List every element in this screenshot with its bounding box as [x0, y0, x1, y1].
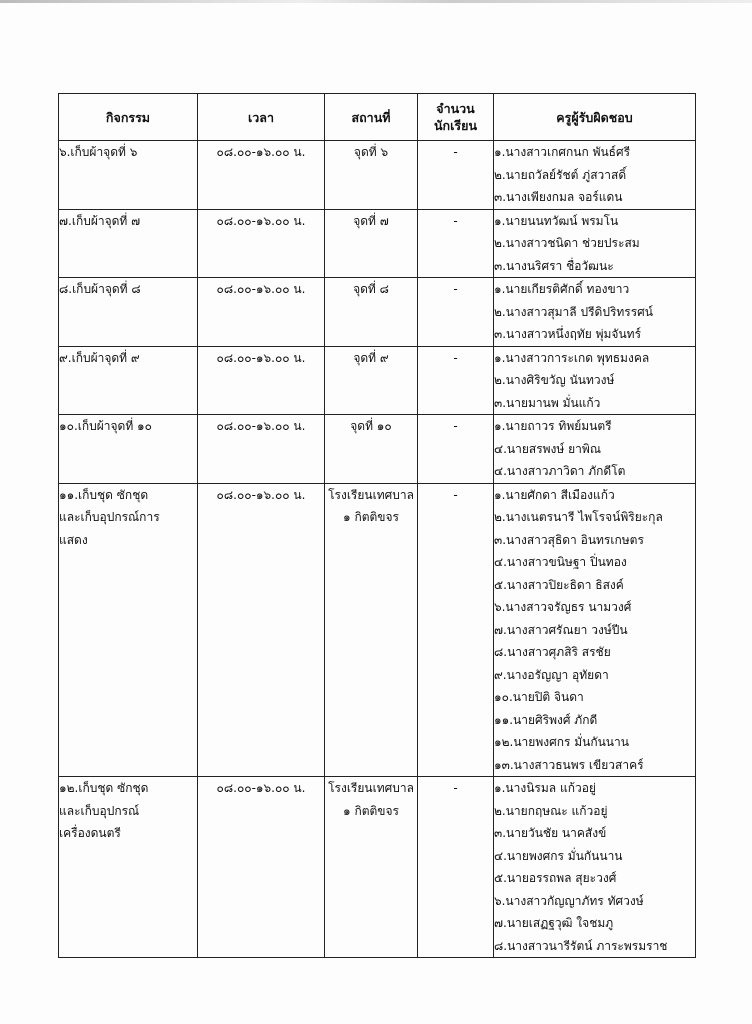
header-count-text: จำนวน นักเรียน — [434, 101, 477, 133]
staff-name: ๔.นายสรพงษ์ ยาพิณ — [494, 441, 601, 456]
count-cell — [418, 209, 494, 278]
place-cell — [325, 415, 418, 484]
time-cell — [198, 483, 325, 777]
staff-name: ๔.นางสาวภาวิดา ภักดีโต — [494, 464, 626, 478]
staff-cell — [494, 346, 696, 415]
table-row — [59, 415, 696, 484]
time-text: ๐๘.๐๐-๑๖.๐๐ น. — [216, 781, 306, 795]
time-cell — [198, 777, 325, 958]
time-cell — [198, 141, 325, 210]
activity-cell — [59, 278, 198, 347]
staff-name: ๘.นางสาวศุภสิริ สรชัย — [494, 645, 611, 659]
place-cell — [325, 777, 418, 958]
staff-name: ๘.นางสาวนารีรัตน์ ภาระพรมราช — [494, 938, 668, 953]
place-line: โรงเรียนเทศบาล — [328, 487, 414, 502]
staff-name: ๒.นางศิริขวัญ นันทวงษ์ — [494, 373, 615, 387]
staff-name: ๕.นางสาวปิยะธิดา ธิสงค์ — [494, 577, 624, 592]
staff-name: ๒.นางเนตรนารี ไพโรจน์พิริยะกุล — [494, 510, 663, 524]
staff-name: ๓.นายมานพ มั่นแก้ว — [494, 395, 601, 410]
time-cell — [198, 415, 325, 484]
staff-name: ๔.นายพงศกร มั่นกันนาน — [494, 848, 623, 863]
staff-name: ๑๑.นายศิริพงศ์ ภักดี — [494, 712, 598, 727]
table-header-row — [59, 94, 696, 141]
staff-name: ๓.นายวันชัย นาคสังข์ — [494, 826, 607, 840]
staff-name: ๗.นายเสฏฐวุฒิ ใจชมภู — [494, 916, 614, 930]
staff-cell — [494, 777, 696, 958]
staff-name: ๒.นางสาวสุมาลี ปรีดิปริทรรศน์ — [494, 304, 654, 319]
staff-name: ๒.นางสาวชนิดา ช่วยประสม — [494, 236, 640, 250]
time-text: ๐๘.๐๐-๑๖.๐๐ น. — [216, 419, 306, 433]
count-cell — [418, 278, 494, 347]
time-text: ๐๘.๐๐-๑๖.๐๐ น. — [216, 213, 306, 228]
staff-name: ๓.นางสาวสุธิดา อินทรเกษตร — [494, 532, 644, 547]
staff-name: ๔.นางสาวขนิษฐา ปิ่นทอง — [494, 555, 627, 569]
count-text: - — [453, 282, 458, 296]
staff-cell — [494, 483, 696, 777]
staff-name: ๑๒.นายพงศกร มั่นกันนาน — [494, 735, 629, 749]
time-cell — [198, 278, 325, 347]
header-student-count — [418, 94, 494, 141]
staff-name: ๑๓.นางสาวธนพร เขียวสาคร์ — [494, 757, 644, 772]
staff-name: ๙.นางอรัญญา อุทัยดา — [494, 667, 609, 682]
count-text: - — [453, 145, 458, 159]
time-text: ๐๘.๐๐-๑๖.๐๐ น. — [216, 350, 306, 365]
table-row — [59, 777, 696, 958]
place-line: ๑ กิตติขจร — [343, 803, 399, 818]
place-cell — [325, 141, 418, 210]
activity-line: ๘.เก็บผ้าจุดที่ ๘ — [59, 282, 141, 296]
staff-cell — [494, 209, 696, 278]
activity-line: แสดง — [59, 532, 88, 547]
staff-name: ๖.นางสาวจรัญธร นามวงศ์ — [494, 600, 632, 614]
table-row — [59, 278, 696, 347]
count-cell — [418, 415, 494, 484]
staff-name: ๗.นางสาวศรัณยา วงษ์ปีน — [494, 622, 628, 637]
header-staff: ครูผู้รับผิดชอบ — [494, 94, 696, 141]
activity-line: เครื่องดนตรี — [59, 826, 121, 840]
time-text: ๐๘.๐๐-๑๖.๐๐ น. — [216, 145, 306, 159]
staff-name: ๒.นายถวัลย์รัชต์ ภู่สวาสดิ์ — [494, 167, 627, 182]
place-line: จุดที่ ๙ — [353, 350, 389, 365]
count-text: - — [453, 487, 458, 502]
place-cell — [325, 278, 418, 347]
header-place: สถานที่ — [325, 94, 418, 141]
place-cell — [325, 346, 418, 415]
count-text: - — [453, 419, 458, 433]
header-time: เวลา — [198, 94, 325, 141]
staff-name: ๑.นางสาวการะเกด พุทธมงคล — [494, 350, 650, 365]
time-text: ๐๘.๐๐-๑๖.๐๐ น. — [216, 487, 306, 502]
table-row — [59, 141, 696, 210]
staff-name: ๑.นายถาวร ทิพย์มนตรี — [494, 419, 612, 433]
count-cell — [418, 346, 494, 415]
staff-name: ๒.นายกฤษณะ แก้วอยู่ — [494, 803, 608, 818]
activity-cell — [59, 346, 198, 415]
place-line: จุดที่ ๘ — [353, 282, 389, 296]
table-row — [59, 483, 696, 777]
place-cell — [325, 209, 418, 278]
place-line: ๑ กิตติขจร — [343, 510, 399, 524]
activity-cell — [59, 483, 198, 777]
activity-line: ๑๐.เก็บผ้าจุดที่ ๑๐ — [59, 419, 152, 433]
count-cell — [418, 141, 494, 210]
activity-line: ๖.เก็บผ้าจุดที่ ๖ — [59, 145, 138, 159]
responsibility-table — [58, 93, 696, 958]
staff-name: ๑.นางนิรมล แก้วอยู่ — [494, 781, 596, 795]
table-row — [59, 346, 696, 415]
staff-name: ๓.นางสาวหนึ่งฤทัย พุ่มจันทร์ — [494, 327, 642, 341]
activity-cell — [59, 209, 198, 278]
staff-name: ๑.นายเกียรติศักดิ์ ทองขาว — [494, 282, 630, 296]
place-line: จุดที่ ๑๐ — [350, 419, 392, 433]
staff-name: ๑.นางสาวเกศกนก พันธ์ศรี — [494, 145, 631, 159]
staff-cell — [494, 278, 696, 347]
table-row — [59, 209, 696, 278]
activity-cell — [59, 415, 198, 484]
activity-line: ๑๑.เก็บชุด ซักชุด — [59, 487, 149, 502]
count-text: - — [453, 781, 458, 795]
staff-cell — [494, 141, 696, 210]
activity-cell — [59, 777, 198, 958]
place-line: จุดที่ ๗ — [353, 213, 389, 228]
staff-name: ๓.นางนริศรา ชื่อวัฒนะ — [494, 258, 614, 273]
activity-line: ๑๒.เก็บชุด ซักชุด — [59, 781, 149, 795]
place-line: โรงเรียนเทศบาล — [328, 781, 414, 795]
scan-edge — [0, 0, 752, 3]
time-cell — [198, 209, 325, 278]
activity-line: ๙.เก็บผ้าจุดที่ ๙ — [59, 350, 140, 365]
staff-name: ๕.นายอรรถพล สุยะวงศ์ — [494, 871, 617, 885]
staff-cell — [494, 415, 696, 484]
header-activity: กิจกรรม — [59, 94, 198, 141]
time-text: ๐๘.๐๐-๑๖.๐๐ น. — [216, 282, 306, 296]
staff-name: ๓.นางเพียงกมล จอร์แดน — [494, 190, 623, 204]
staff-name: ๑.นายศักดา สีเมืองแก้ว — [494, 487, 615, 502]
staff-name: ๖.นางสาวกัญญาภัทร ทัศวงษ์ — [494, 893, 644, 908]
activity-cell — [59, 141, 198, 210]
place-cell — [325, 483, 418, 777]
place-line: จุดที่ ๖ — [353, 145, 389, 159]
count-cell — [418, 777, 494, 958]
table-body — [59, 141, 696, 958]
activity-line: และเก็บอุปกรณ์การ — [59, 510, 160, 524]
count-cell — [418, 483, 494, 777]
staff-name: ๑.นายนนทวัฒน์ พรมโน — [494, 213, 619, 228]
activity-line: และเก็บอุปกรณ์ — [59, 803, 140, 818]
count-text: - — [453, 213, 458, 228]
count-text: - — [453, 350, 458, 365]
activity-line: ๗.เก็บผ้าจุดที่ ๗ — [59, 213, 141, 228]
staff-name: ๑๐.นายปิติ จินดา — [494, 690, 584, 704]
time-cell — [198, 346, 325, 415]
